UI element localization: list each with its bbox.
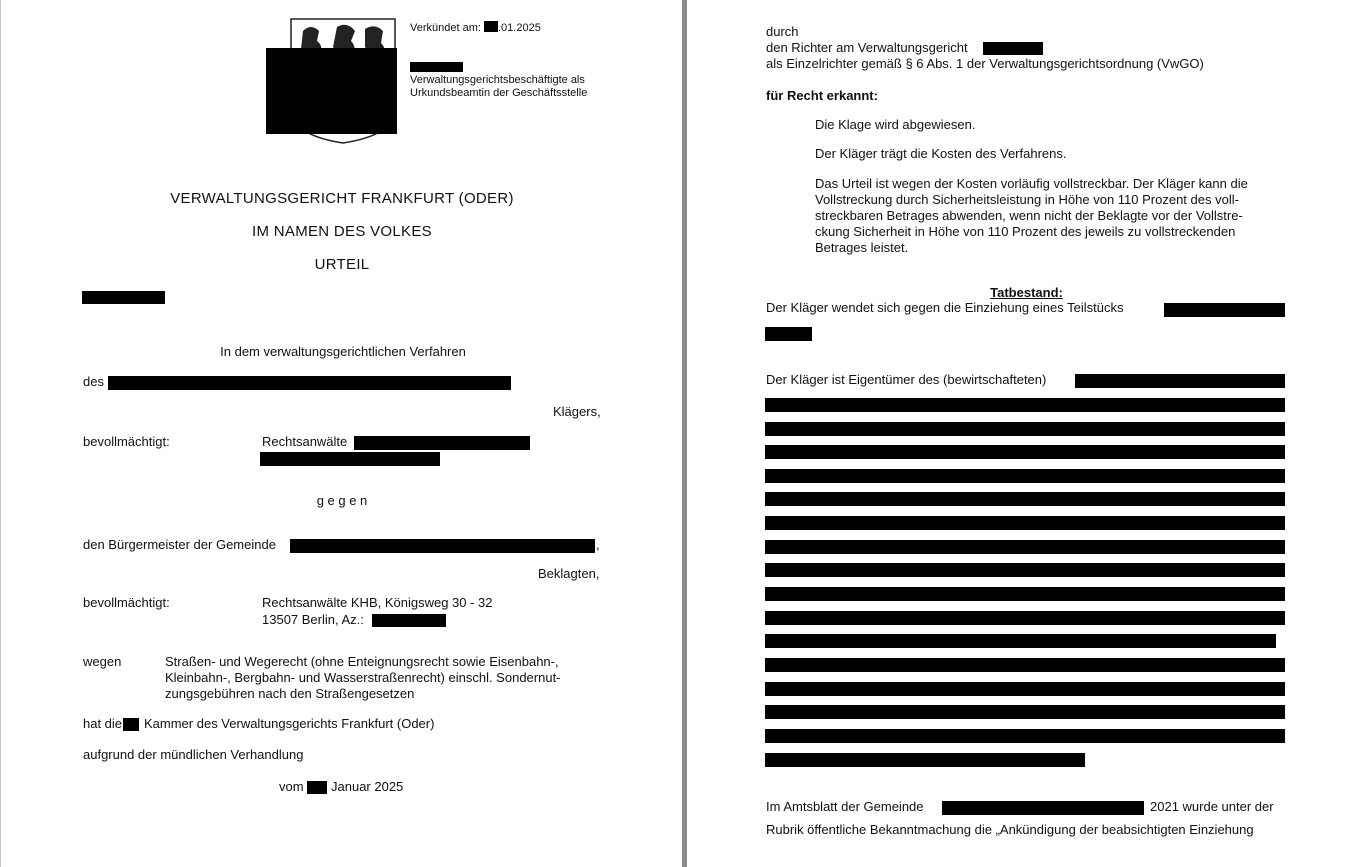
facts-paragraph-2: Der Kläger ist Eigentümer des (bewirtschafteten): [766, 372, 1047, 387]
redacted-file-reference: [372, 614, 446, 627]
facts-paragraph-3-prefix: Im Amtsblatt der Gemeinde: [766, 799, 924, 814]
chamber-prefix: hat die: [83, 716, 123, 731]
announcement-date: .01.2025: [498, 22, 541, 34]
judge-line: den Richter am Verwaltungsgericht: [766, 40, 968, 55]
redacted-line: [765, 540, 1285, 554]
redacted-municipality: [290, 539, 595, 553]
plaintiff-lawyers: Rechtsanwälte: [262, 434, 348, 449]
redacted-clerk-name: [410, 62, 463, 72]
ruling-3-line-5: Betrages leistet.: [815, 240, 909, 255]
redacted-plaintiff: [108, 376, 511, 390]
facts-heading: Tatbestand:: [990, 285, 1063, 300]
redacted-municipality-2: [942, 801, 1144, 815]
against-label: g e g e n: [316, 493, 368, 508]
redacted-chamber-number: [123, 718, 139, 731]
redacted-judge-name: [983, 42, 1043, 55]
plaintiff-authorized-label: bevollmächtigt:: [83, 434, 170, 449]
single-judge-line: als Einzelrichter gemäß § 6 Abs. 1 der Verwaltungsgerichtsordnung (VwGO): [766, 56, 1204, 71]
redacted-line: [765, 682, 1285, 696]
verdict-heading: für Recht erkannt:: [766, 88, 878, 103]
defendant-comma: ,: [596, 537, 600, 552]
hearing-date-prefix: vom: [279, 779, 304, 794]
redacted-line: [765, 753, 1085, 767]
defendant-lawyers-line2: 13507 Berlin, Az.:: [262, 612, 364, 627]
redacted-line: [765, 469, 1285, 483]
facts-paragraph-3-line2: Rubrik öffentliche Bekanntmachung die „Ankündigung der beabsichtigten Einziehung: [766, 822, 1254, 837]
redacted-hearing-day: [307, 781, 327, 794]
ruling-1: Die Klage wird abgewiesen.: [815, 117, 976, 132]
proceedings-intro: In dem verwaltungsgerichtlichen Verfahren: [220, 344, 466, 359]
redacted-day: [484, 21, 498, 32]
chamber-suffix: Kammer des Verwaltungsgerichts Frankfurt (Oder): [144, 716, 435, 731]
regarding-text-line1: Straßen- und Wegerecht (ohne Enteignungsrecht sowie Eisenbahn-,: [165, 654, 559, 669]
redacted-plaintiff-lawyers-1: [354, 436, 530, 450]
ruling-3-line-2: Vollstreckung durch Sicherheitsleistung in Höhe von 110 Prozent des voll-: [815, 192, 1239, 207]
facts-paragraph-3-suffix: 2021 wurde unter der: [1150, 799, 1274, 814]
redacted-line: [765, 422, 1285, 436]
redacted-line: [765, 445, 1285, 459]
redacted-line: [765, 705, 1285, 719]
announcement-line: [410, 21, 541, 35]
redacted-line: [765, 516, 1285, 530]
clerk-title-line2: Urkundsbeamtin der Geschäftsstelle: [410, 87, 588, 99]
regarding-text-line2: Kleinbahn-, Bergbahn- und Wasserstraßenrecht) einschl. Sondernut-: [165, 670, 561, 685]
facts-paragraph-1: Der Kläger wendet sich gegen die Einziehung eines Teilstücks: [766, 300, 1124, 315]
emblem-redaction: [266, 48, 397, 134]
ruling-2: Der Kläger trägt die Kosten des Verfahrens.: [815, 146, 1067, 161]
redacted-line: [765, 492, 1285, 506]
redacted-case-number: [82, 291, 165, 304]
redacted-property-start: [1075, 374, 1285, 388]
announcement-label: Verkündet am:: [410, 22, 481, 34]
document-type: URTEIL: [314, 256, 370, 273]
redacted-line: [765, 587, 1285, 601]
redacted-line: [765, 729, 1285, 743]
document-page-right: [687, 0, 1362, 867]
in-name-of-people: IM NAMEN DES VOLKES: [252, 223, 432, 240]
regarding-text-line3: zungsgebühren nach den Straßengesetzen: [165, 686, 415, 701]
redacted-line: [765, 611, 1285, 625]
redacted-line: [765, 634, 1276, 648]
by-label: durch: [766, 24, 799, 39]
defendant-lawyers-line1: Rechtsanwälte KHB, Königsweg 30 - 32: [262, 595, 493, 610]
redacted-plaintiff-lawyers-2: [260, 452, 440, 466]
court-name: VERWALTUNGSGERICHT FRANKFURT (ODER): [170, 190, 514, 207]
hearing-text: aufgrund der mündlichen Verhandlung: [83, 747, 304, 762]
defendant-prefix: den Bürgermeister der Gemeinde: [83, 537, 276, 552]
ruling-3-line-1: Das Urteil ist wegen der Kosten vorläufig vollstreckbar. Der Kläger kann die: [815, 176, 1248, 191]
regarding-label: wegen: [83, 654, 122, 669]
des-label: des: [83, 374, 104, 389]
redacted-plot-1: [1164, 303, 1285, 317]
ruling-3-line-3: streckbaren Betrages abwenden, wenn nicht der Beklagte vor der Vollstre-: [815, 208, 1243, 223]
redacted-line: [765, 658, 1285, 672]
defendant-authorized-label: bevollmächtigt:: [83, 595, 170, 610]
clerk-title-line1: Verwaltungsgerichtsbeschäftigte als: [410, 74, 585, 86]
redacted-plot-2: [765, 327, 812, 341]
hearing-date-suffix: Januar 2025: [331, 779, 404, 794]
redacted-line: [765, 398, 1285, 412]
plaintiff-role: Klägers,: [553, 404, 601, 419]
defendant-role: Beklagten,: [538, 566, 600, 581]
ruling-3-line-4: ckung Sicherheit in Höhe von 110 Prozent des jeweils zu vollstreckenden: [815, 224, 1236, 239]
redacted-line: [765, 563, 1285, 577]
